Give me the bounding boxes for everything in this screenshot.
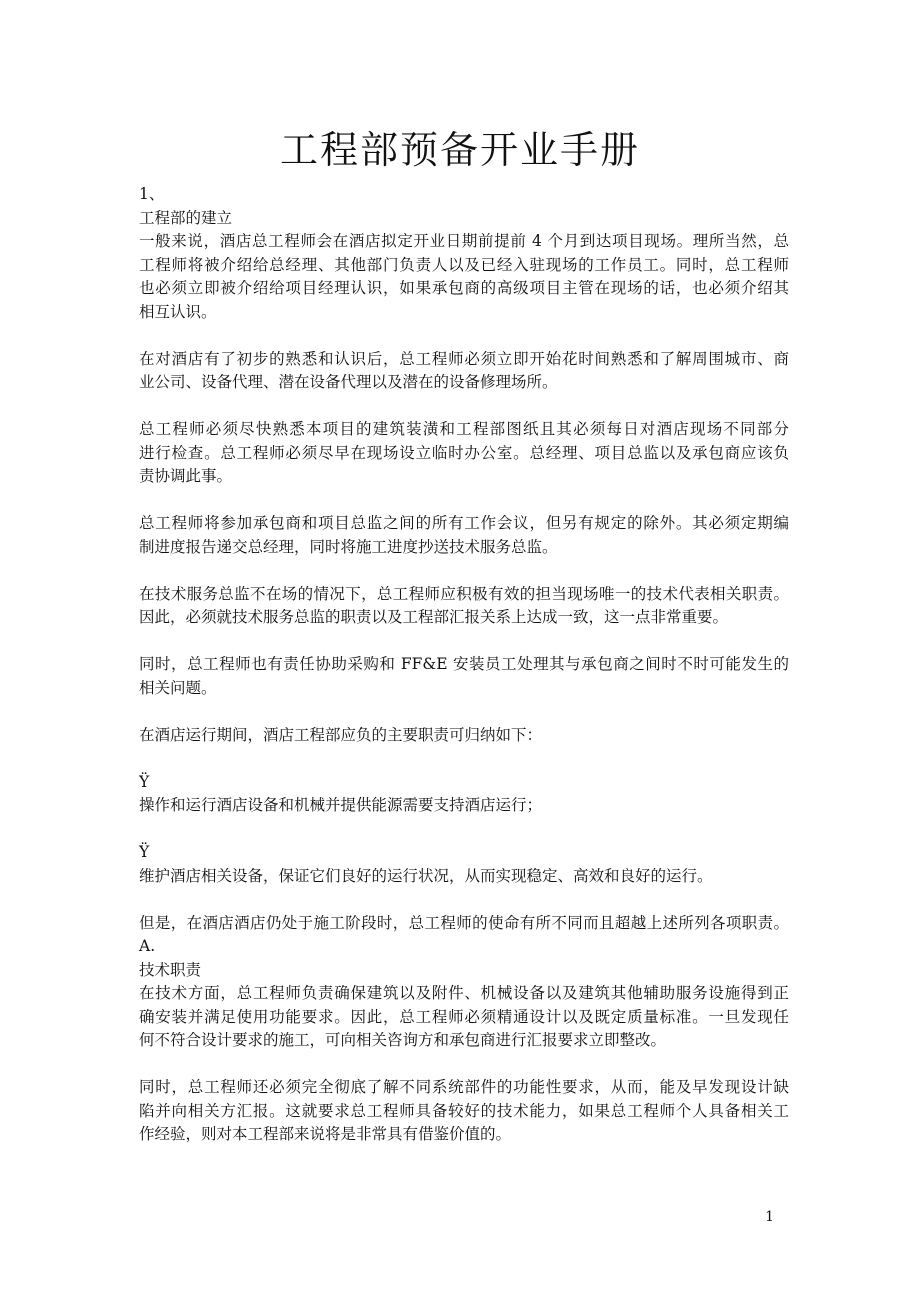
subsection-title: 技术职责	[139, 960, 202, 979]
paragraph-line: 在技术服务总监不在场的情况下，总工程师应积极有效的担当现场唯一的技术代表相关职责。	[139, 584, 789, 603]
paragraph-line: 总工程师必须尽快熟悉本项目的建筑装潢和工程部图纸且其必须每日对酒店现场不同部分	[139, 420, 789, 438]
paragraph-line: 相关问题。	[139, 678, 217, 697]
paragraph-gap	[139, 700, 789, 724]
document-title: 工程部预备开业手册	[279, 128, 640, 172]
paragraph-line: 制进度报告递交总经理，同时将施工进度抄送技术服务总监。	[139, 537, 558, 556]
document-body	[139, 183, 789, 1147]
paragraph-gap	[139, 489, 789, 513]
paragraph-5	[139, 583, 789, 630]
paragraph-line: 一般来说，酒店总工程师会在酒店拟定开业日期前提前 4 个月到达项目现场。理所当然，总	[139, 232, 789, 250]
paragraph-gap	[139, 888, 789, 912]
paragraph-gap	[139, 395, 789, 419]
paragraph-2	[139, 348, 789, 395]
paragraph-gap	[139, 324, 789, 348]
paragraph-line: 在技术方面，总工程师负责确保建筑以及附件、机械设备以及建筑其他辅助服务设施得到正	[139, 984, 789, 1002]
section-title: 工程部的建立	[139, 208, 233, 227]
paragraph-7: 在酒店运行期间，酒店工程部应负的主要职责可归纳如下：	[139, 725, 543, 744]
paragraph-line: 同时，总工程师还必须完全彻底了解不同系统部件的功能性要求，从而，能及早发现设计缺	[139, 1078, 789, 1096]
paragraph-gap	[139, 747, 789, 771]
paragraph-line: 相互认识。	[139, 302, 217, 321]
paragraph-line: 工程师将被介绍给总经理、其他部门负责人以及已经入驻现场的工作员工。同时，总工程师	[139, 255, 789, 274]
paragraph-gap	[139, 559, 789, 583]
paragraph-line: 陷并向相关方汇报。这就要求总工程师具备较好的技术能力，如果总工程师个人具备相关工	[139, 1101, 789, 1120]
paragraph-8: 但是，在酒店酒店仍处于施工阶段时，总工程师的使命有所不同而且超越上述所列各项职责。	[139, 913, 789, 932]
paragraph-10	[139, 1076, 789, 1147]
paragraph-4	[139, 512, 789, 559]
paragraph-line: 作经验，则对本工程部来说将是非常具有借鉴价值的。	[139, 1125, 512, 1143]
paragraph-line: 同时，总工程师也有责任协助采购和 FF&E 安装员工处理其与承包商之间时不时可能发生的	[139, 655, 789, 673]
subsection-label: A.	[139, 937, 156, 955]
paragraph-line: 确安装并满足使用功能要求。因此，总工程师必须精通设计以及既定质量标准。一旦发现任	[139, 1007, 789, 1026]
paragraph-line: 业公司、设备代理、潜在设备代理以及潜在的设备修理场所。	[139, 373, 558, 391]
bullet-item-1: 操作和运行酒店设备和机械并提供能源需要支持酒店运行；	[139, 796, 543, 814]
paragraph-line: 因此，必须就技术服务总监的职责以及工程部汇报关系上达成一致，这一点非常重要。	[139, 608, 729, 626]
page-number: 1	[765, 1209, 774, 1225]
paragraph-line: 进行检查。总工程师必须尽早在现场设立临时办公室。总经理、项目总监以及承包商应该负	[139, 443, 789, 462]
paragraph-1	[139, 230, 789, 324]
paragraph-9	[139, 982, 789, 1053]
paragraph-line: 何不符合设计要求的施工，可向相关咨询方和承包商进行汇报要求立即整改。	[139, 1031, 667, 1049]
paragraph-line: 在对酒店有了初步的熟悉和认识后，总工程师必须立即开始花时间熟悉和了解周围城市、商	[139, 349, 789, 368]
paragraph-line: 也必须立即被介绍给项目经理认识，如果承包商的高级项目主管在现场的话，也必须介绍其	[139, 279, 789, 297]
paragraph-6	[139, 653, 789, 700]
paragraph-gap	[139, 818, 789, 842]
paragraph-line: 责协调此事。	[139, 467, 233, 485]
bullet-item-2: 维护酒店相关设备，保证它们良好的运行状况，从而实现稳定、高效和良好的运行。	[139, 866, 713, 885]
paragraph-line: 总工程师将参加承包商和项目总监之间的所有工作会议，但另有规定的除外。其必须定期编	[139, 514, 789, 532]
section-number: 1、	[139, 185, 165, 203]
bullet-symbol: Ÿ	[139, 772, 150, 791]
paragraph-gap	[139, 1053, 789, 1077]
bullet-symbol: Ÿ	[139, 843, 150, 861]
paragraph-gap	[139, 630, 789, 654]
paragraph-3	[139, 418, 789, 489]
